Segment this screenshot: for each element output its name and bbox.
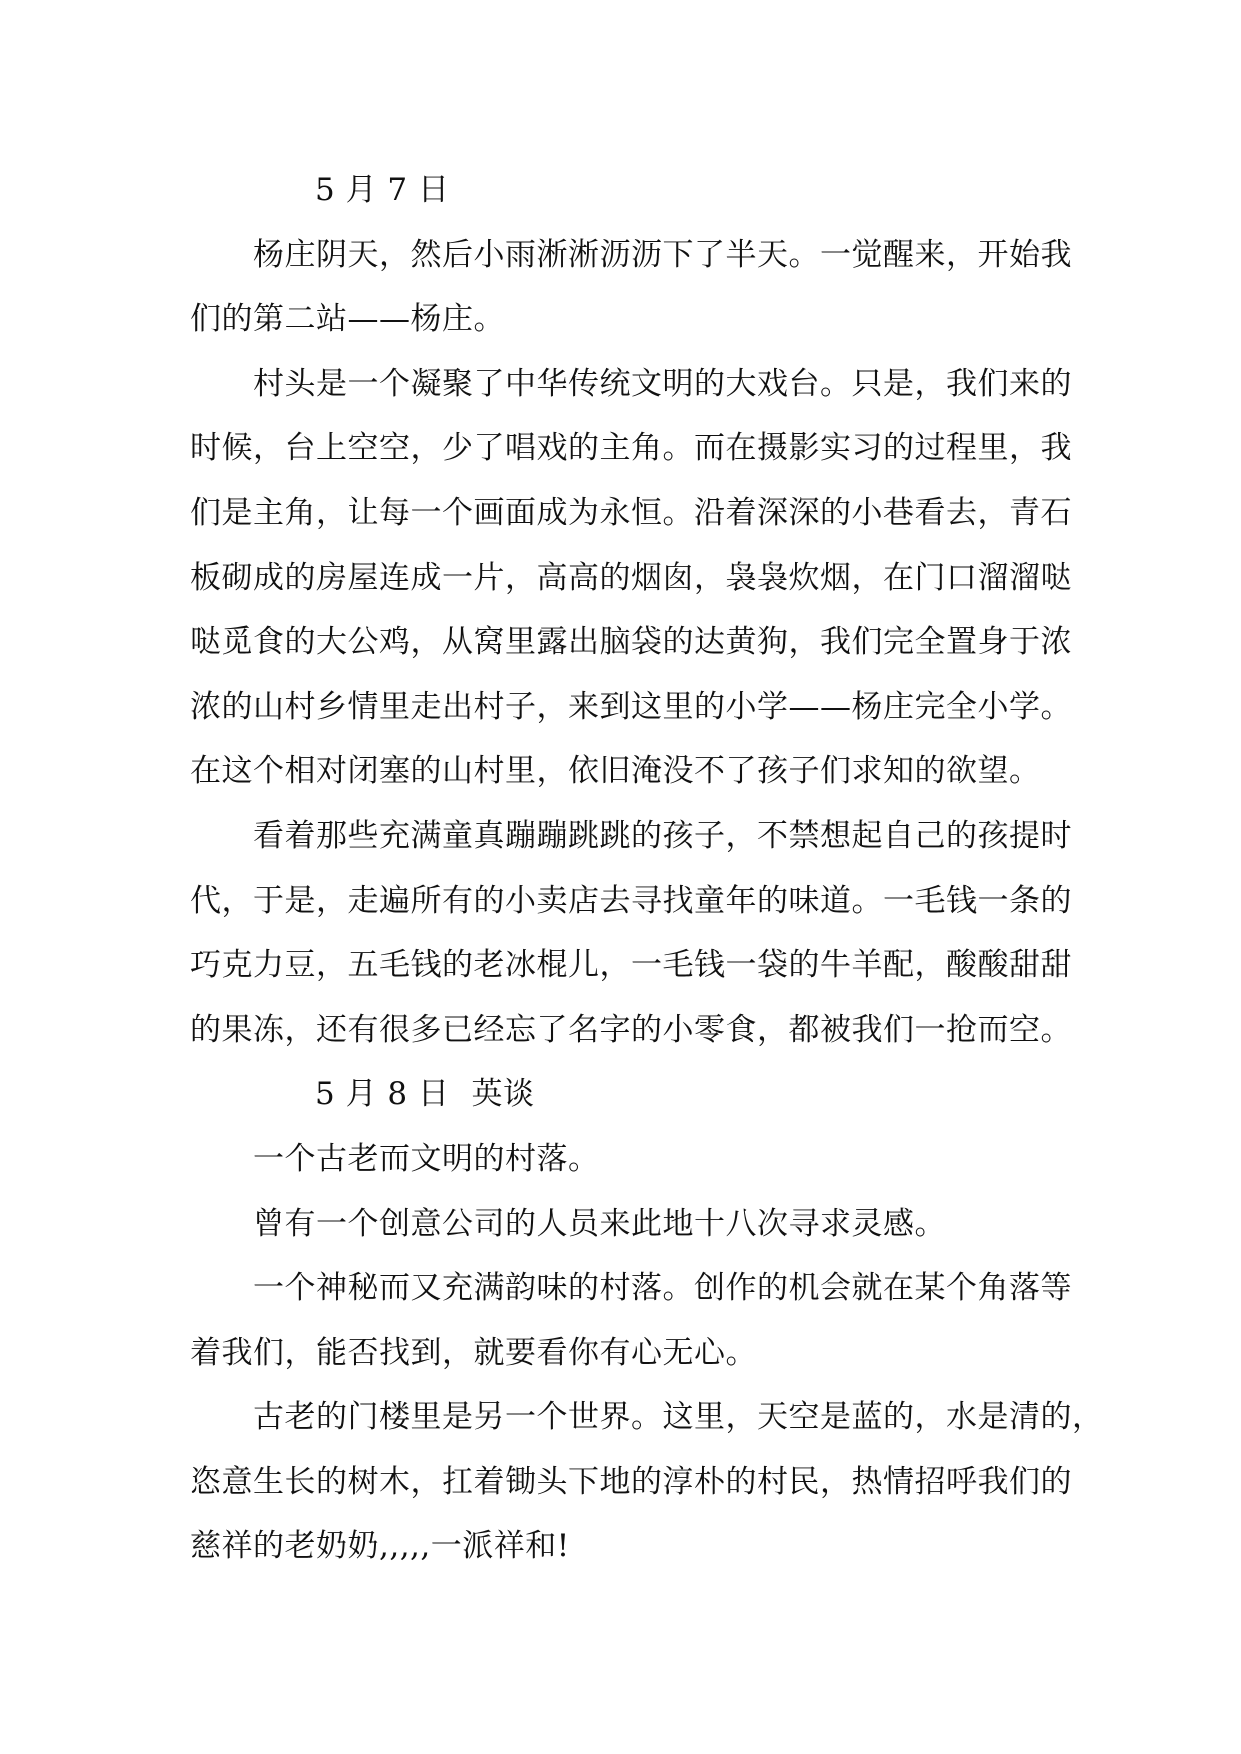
- paragraph-line: 浓的山村乡情里走出村子，来到这里的小学——杨庄完全小学。: [190, 688, 1072, 725]
- paragraph-line: 在这个相对闭塞的山村里，依旧淹没不了孩子们求知的欲望。: [190, 753, 1041, 790]
- paragraph-line: 恣意生长的树木，扛着锄头下地的淳朴的村民，热情招呼我们的: [190, 1463, 1072, 1500]
- paragraph-line: 杨庄阴天，然后小雨淅淅沥沥下了半天。一觉醒来，开始我: [253, 236, 1072, 273]
- paragraph-line: 看着那些充满童真蹦蹦跳跳的孩子，不禁想起自己的孩提时: [253, 817, 1072, 854]
- paragraph-line: 的果冻，还有很多已经忘了名字的小零食，都被我们一抢而空。: [190, 1011, 1072, 1048]
- entry-date-line: [190, 1062, 1070, 1127]
- paragraph-line: 慈祥的老奶奶,,,,,一派祥和!: [190, 1528, 570, 1565]
- paragraph-line: 板砌成的房屋连成一片，高高的烟囱，袅袅炊烟，在门口溜溜哒: [190, 559, 1072, 596]
- entry-date: 5 月 8 日: [315, 1076, 450, 1113]
- paragraph-line: 代，于是，走遍所有的小卖店去寻找童年的味道。一毛钱一条的: [190, 882, 1072, 919]
- paragraph-line: 一个古老而文明的村落。: [253, 1140, 600, 1177]
- paragraph-line: 着我们，能否找到，就要看你有心无心。: [190, 1334, 757, 1371]
- paragraph-line: 时候，台上空空，少了唱戏的主角。而在摄影实习的过程里，我: [190, 430, 1072, 467]
- paragraph-line: 们是主角，让每一个画面成为永恒。沿着深深的小巷看去，青石: [190, 494, 1072, 531]
- document-page: [190, 158, 1104, 1579]
- entry-date: 5 月 7 日: [315, 172, 450, 208]
- paragraph-line: 一个神秘而又充满韵味的村落。创作的机会就在某个角落等: [253, 1270, 1072, 1307]
- paragraph-line: 村头是一个凝聚了中华传统文明的大戏台。只是，我们来的: [253, 365, 1072, 402]
- paragraph-line: 哒觅食的大公鸡，从窝里露出脑袋的达黄狗，我们完全置身于浓: [190, 624, 1072, 661]
- paragraph-line: 古老的门楼里是另一个世界。这里，天空是蓝的，水是清的，: [253, 1399, 1104, 1436]
- entry-place: 英谈: [471, 1076, 535, 1113]
- paragraph-line: 们的第二站——杨庄。: [190, 301, 505, 338]
- paragraph-line: 曾有一个创意公司的人员来此地十八次寻求灵感。: [253, 1205, 946, 1242]
- paragraph-line: 巧克力豆，五毛钱的老冰棍儿，一毛钱一袋的牛羊配，酸酸甜甜: [190, 947, 1072, 984]
